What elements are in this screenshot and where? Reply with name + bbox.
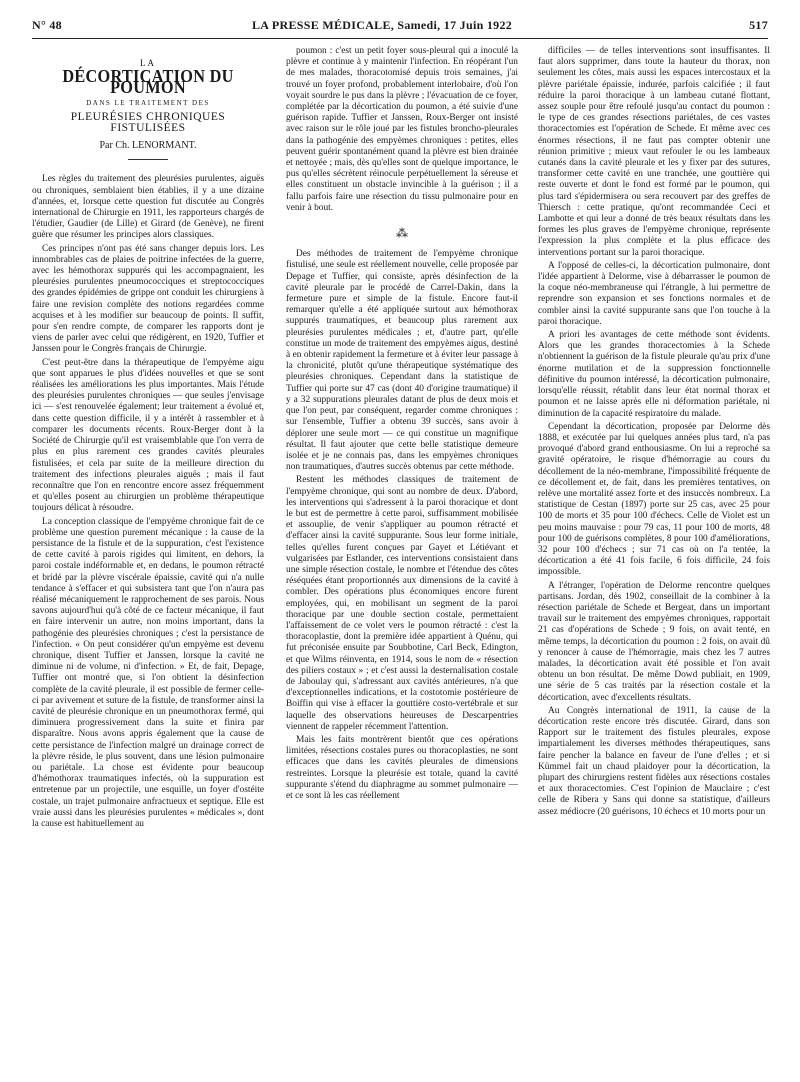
journal-title: LA PRESSE MÉDICALE, Samedi, 17 Juin 1922	[252, 18, 513, 32]
column-2	[286, 46, 518, 802]
column-1	[32, 46, 264, 830]
issue-number: N° 48	[32, 18, 62, 32]
running-header	[32, 14, 768, 39]
paragraph: difficiles — de telles interventions sont insuffisantes. Il faut alors supprimer, dans toute la hauteur du thorax, non seulement les côtes, mais aussi les espaces intercostaux et la plèvre pariétale épaissie, indurée, parfois calcifiée ; il faut réduire la paroi thoracique à un lambeau cutané flottant, assez souple pour être refoulé jusqu'au contact du poumon : le type de ces grandes résections pariétales, de ces vastes thoracectomies est l'opération de Schede. Et même avec ces énormes résections, il ne faut pas compter obtenir une réunion primitive ; mieux vaut refouler le ou les lambeaux cutanés dans la cavité pleurale et les y fixer par des sutures, transformer cette cavité en une tranchée, une gouttière qui reste ouverte et dont le fond est formé par le poumon, qui plus tard s'épidermisera ou sera recouvert par des greffes de Thiersch : cette pratique, qu'ont recommandée Ceci et Lambotte et qui leur a donné de très beaux résultats dans les formes les plus graves de l'empyème chronique, représente l'expression la plus complète et la plus efficace des interventions portant sur la paroi thoracique.	[538, 46, 770, 258]
paragraph: Ces principes n'ont pas été sans changer depuis lors. Les innombrables cas de plaies de poitrine infectées de la guerre, avec les hémothorax suppurés qui les accompagnaient, les pleurésies purulentes pneumococciques et streptococciques des grandes épidémies de grippe ont conduit les chirurgiens à faire une revision complète des notions regardées comme acquises et à les modifier sur beaucoup de points. Il suffit, pour s'en rendre compte, de comparer les rapports dont je viens de parler avec celui que rédigèrent, en 1920, Tuffier et Janssen pour le Congrès français de Chirurgie.	[32, 243, 264, 355]
paragraph: A l'étranger, l'opération de Delorme rencontre quelques partisans. Jordan, dès 1902, conseillait de la combiner à la résection pariétale de Schede et Bergeat, dans un important travail sur le traitement des empyèmes chroniques, rapportait 21 cas d'opérations de Schede ; 9 fois, on avait tenté, en même temps, la décortication du poumon : 2 fois, on avait dû y renoncer à cause de l'hémorragie, mais chez les 7 autres malades, la décortication avait été possible et l'on avait obtenu un bon résultat. De même Dowd publiait, en 1909, une série de 5 cas traités par la résection costale et la décortication, avec d'excellents résultats.	[538, 580, 770, 703]
header-rule	[128, 159, 168, 160]
paragraph: Cependant la décortication, proposée par Delorme dès 1888, et exécutée par lui quelques années plus tard, n'a pas provoqué d'abord grand enthousiasme. On lui a reproché sa gravité opératoire, le risque d'hémorragie au cours du décollement de la néo-membrane, l'impossibilité fréquente de ce décollement et, de fait, dans les premières tentatives, on relève une mortalité assez forte et des insuccès nombreux. La statistique de Cestan (1897) porte sur 25 cas, avec 25 pour 100 de morts et 35 pour 100 d'échecs. Celle de Violet est un peu moins mauvaise : pour 79 cas, 11 pour 100 de morts, 48 pour 100 de guérisons complètes, 8 pour 100 d'améliorations, 32 pour 100 d'échecs ; sur 71 cas où on l'a tentée, la décortication a été 41 fois facile, 6 fois difficile, 24 fois impossible.	[538, 421, 770, 578]
paragraph: Mais les faits montrèrent bientôt que ces opérations limitées, résections costales pures ou thoracoplasties, ne sont efficaces que dans les cavités pleurales de dimensions restreintes. Lorsque la pleurésie est totale, quand la cavité suppurante s'étend du diaphragme au sommet pulmonaire — et ce sont là les cas réellement	[286, 734, 518, 801]
paragraph: A l'opposé de celles-ci, la décortication pulmonaire, dont l'idée appartient à Delorme, vise à débarrasser le poumon de la coque néo-membraneuse qui l'étrangle, à lui permettre de reprendre son expansion et ses fonctions normales et de combler ainsi la cavité suppurante sans que l'on touche à la paroi thoracique.	[538, 260, 770, 327]
paragraph: poumon : c'est un petit foyer sous-pleural qui a inoculé la plèvre et continue à y maintenir l'infection. En réopérant l'un de mes malades, thoracotomisé depuis trois semaines, j'ai trouvé un foyer profond, probablement interlobaire, d'où l'on voyait sourdre le pus dans la plèvre ; l'évacuation de ce foyer, complétée par la décortication du poumon, a été suivie d'une guérison rapide. Tuffier et Janssen, Roux-Berger ont insisté avec raison sur le rôle joué par les fistules broncho-pleurales dans la pathogénie des empyèmes chroniques : petites, elles peuvent guérir spontanément quand la plèvre est bien drainée et nettoyée ; mais, dès qu'elles sont de quelque importance, le pus qu'elles sécrètent réinocule perpétuellement la séreuse et elles constituent un obstacle invincible à la guérison ; il a fallu parfois faire une résection du tissu pulmonaire pour en venir à bout.	[286, 46, 518, 213]
column-3	[538, 46, 770, 818]
paragraph: Restent les méthodes classiques de traitement de l'empyème chronique, qui sont au nombre de deux. D'abord, les interventions qui s'adressent à la paroi thoracique et dont le but est de permettre à cette paroi, suffisamment mobilisée et assouplie, de venir s'appliquer au poumon rétracté et d'effacer ainsi la cavité suppurante. Sous leur forme initiale, telles qu'elles furent conçues par Gayet et Létiévant et vulgarisées par Estlander, ces interventions consistaient dans une simple résection costale, le nombre et l'étendue des côtes réséquées étant proportionnés aux dimensions de la cavité à combler. Des opérations plus économiques encore furent employées, qui, en mobilisant un segment de la paroi thoracique par une double section costale, permettaient l'affaissement de ce volet vers le poumon rétracté : c'est la thoracoplastie, dont la première idée appartient à Quénu, qui fut préconisée ensuite par Soubbotine, Carl Beck, Edington, et que Wilms réinventa, en 1914, sous le nom de « résection des piliers costaux » ; et c'est aussi la desternalisation costale de Jaboulay qui, s'adressant aux cavités antérieures, n'a que d'exceptionnelles indications, et la costotomie postérieure de Boiffin qui vise à effacer la gouttière costo-vertébrale et sur laquelle des observations heureuses de Descarpentries viennent de rappeler récemment l'attention.	[286, 475, 518, 732]
page-number: 517	[749, 18, 768, 32]
section-separator: ⁂	[396, 226, 408, 241]
article-title-2: PLEURÉSIES CHRONIQUES FISTULISÉES	[70, 110, 226, 135]
paragraph: Des méthodes de traitement de l'empyème chronique fistulisé, une seule est réellement nouvelle, celle proposée par Depage et Tuffier, qui consiste, après désinfection de la cavité pleurale par le procédé de Carrel-Dakin, dans la fermeture pure et simple de la fistule. Encore faut-il remarquer qu'elle a été appliquée surtout aux hémothorax suppurés traumatiques, et beaucoup plus rarement aux pleurésies purulentes médicales ; et, d'autre part, qu'elle constitue un mode de traitement des empyèmes aigus, destiné à en obtenir rapidement la fermeture et à éviter leur passage à la chronicité, plutôt qu'une thérapeutique systématique des pleurésies chroniques. Cependant dans la statistique de Tuffier qui porte sur 47 cas (dont 40 d'origine traumatique) il y a 32 suppurations pleurales datant de plus de deux mois et que l'on peut, par conséquent, regarder comme chroniques : sur l'ensemble, Tuffier a obtenu 39 succès, sans avoir à déplorer une seule mort — ce qui constitue un magnifique résultat. Il faut ajouter que cette belle statistique demeure isolée et je ne connais pas, dans les empyèmes chroniques non traumatiques, d'autres succès obtenus par cette méthode.	[286, 249, 518, 473]
paragraph: A priori les avantages de cette méthode sont évidents. Alors que les grandes thoracectomies à la Schede n'obtiennent la guérison de la fistule pleurale qu'au prix d'une énorme mutilation et de la suppression fonctionnelle définitive du poumon intéressé, la décortication pulmonaire, lorsqu'elle réussit, rétablit dans leur état normal thorax et poumon et ne laisse après elle ni déformation pariétale, ni diminution de la capacité respiratoire du malade.	[538, 330, 770, 419]
paragraph: Au Congrès international de 1911, la cause de la décortication reste encore très discutée. Girard, dans son Rapport sur le traitement des fistules pleurales, expose impartialement les diverses méthodes thérapeutiques, sans faire pencher la balance en faveur de l'une d'elles ; et si Kümmel fait un chaud plaidoyer pour la décortication, la plupart des chirurgiens restent fidèles aux résections costales et aux thoracectomies. C'est l'opinion de Mauclaire ; c'est celle de Ribera y Sans qui donne sa statistique, d'ailleurs assez médiocre (20 guérisons, 10 échecs et 10 morts pour un	[538, 705, 770, 817]
article-title: DÉCORTICATION DU POUMON	[62, 66, 234, 98]
paragraph: C'est peut-être dans la thérapeutique de l'empyème aigu que sont apparues le plus d'idées nouvelles et que se sont réalisées les améliorations les plus importantes. Mais l'étude des pleurésies purulentes chroniques — que seules j'envisage ici — s'est renouvelée également; leur traitement a évolué et, dans cette question difficile, il y a intérêt à rassembler et à comparer les documents récents. Roux-Berger dont à la Société de Chirurgie qu'il est vraisemblable que l'on verra de plus en plus rarement ces grandes cavités pleurales fistulisées, et cela par suite de la meilleure direction du traitement des infections pleurales aiguës ; mais il faut reconnaître que l'on en rencontre encore assez fréquemment et qu'elles posent au chirurgien un problème thérapeutique toujours délicat à résoudre.	[32, 357, 264, 514]
article-header	[32, 58, 264, 160]
paragraph: Les règles du traitement des pleurésies purulentes, aiguës ou chroniques, semblaient bien établies, il y a une dizaine d'années, et, lorsque cette question fut discutée au Congrès international de Chirurgie en 1911, les rapporteurs chargés de l'étudier, Gaudier (de Lille) et Girard (de Genève), ne firent guère que résumer les principes alors classiques.	[32, 174, 264, 241]
byline: Par Ch. LENORMANT.	[99, 140, 197, 152]
article-subtitle: DANS LE TRAITEMENT DES	[86, 98, 210, 107]
article-kicker: LA	[140, 58, 156, 68]
paragraph: La conception classique de l'empyème chronique fait de ce problème une question purement mécanique : la cause de la persistance de la fistule et de la suppuration, c'est l'existence de cette cavité à parois rigides qui limitent, en dehors, la paroi costale indéformable et, en dedans, le poumon rétracté et bridé par la plèvre viscérale épaissie, cavité qui n'a nulle tendance à s'effacer et qui subsistera tant que l'on n'aura pas réalisé mécaniquement le rapprochement de ses parois. Nous savons aujourd'hui qu'à côté de ce facteur mécanique, il faut en faire intervenir un autre, non moins important, dans la pathogénie des pleurésies chroniques ; c'est la persistance de l'infection. « On peut considérer qu'un empyème est devenu chronique, disent Tuffier et Janssen, lorsque la cavité ne diminue ni de volume, ni d'infection. » Et, de fait, Depage, Tuffier ont montré que, si l'on obtient la désinfection complète de la cavité pleurale, il est possible de fermer celle-ci par avivement et suture de la fistule, de transformer ainsi la cavité de pleurésie chronique en un pneumothorax fermé, qui diminuera progressivement dans la suite et finira par disparaître. Nous avons appris également que la cause de cette persistance de l'infection malgré un drainage correct de la plèvre réside, le plus souvent, dans une lésion pulmonaire ou pariétale. La chose est évidente pour beaucoup d'hémothorax traumatiques infectés, où la suppuration est entretenue par un projectile, une esquille, un foyer d'ostéite costale, un trajet pulmonaire anfractueux et septique. Elle est vraie aussi dans les pleurésies purulentes « médicales », dont la cause est habituellement au	[32, 516, 264, 829]
